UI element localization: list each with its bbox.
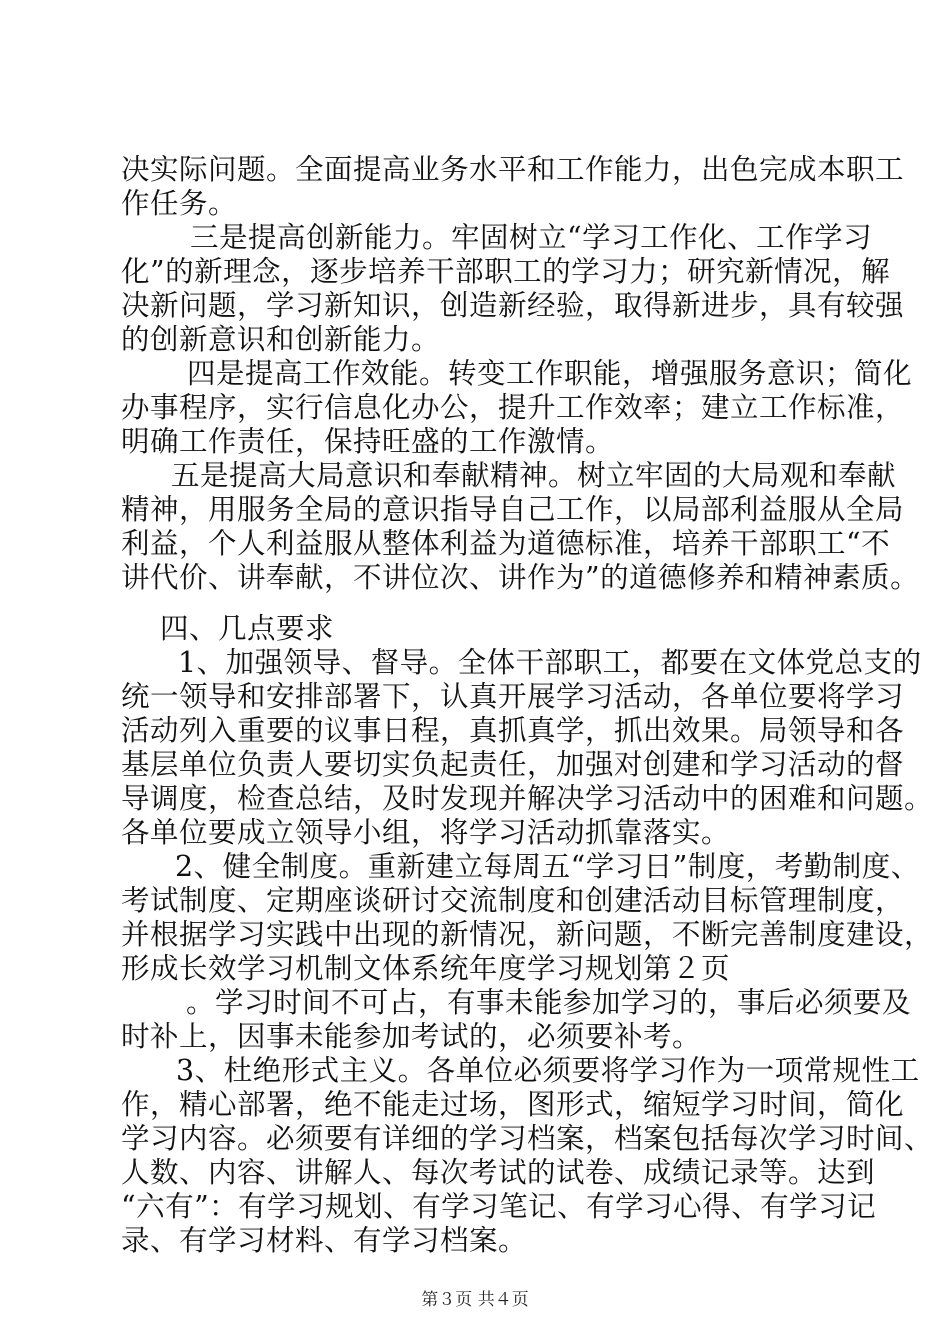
- text-line: 精神，用服务全局的意识指导自己工作，以局部利益服从全局: [121, 493, 905, 526]
- text-line: 3、杜绝形式主义。各单位必须要将学习作为一项常规性工: [176, 1054, 920, 1087]
- text-line: 四是提高工作效能。转变工作职能，增强服务意识；简化: [187, 357, 913, 390]
- text-line: 的创新意识和创新能力。: [121, 323, 441, 356]
- text-line: “六有”：有学习规划、有学习笔记、有学习心得、有学习记: [121, 1190, 877, 1223]
- text-line: 四、几点要求: [160, 612, 335, 645]
- text-line: 讲代价、讲奉献，不讲位次、讲作为”的道德修养和精神素质。: [121, 561, 920, 594]
- text-line: 利益，个人利益服从整体利益为道德标准，培养干部职工“不: [121, 527, 891, 560]
- text-line: 学习内容。必须要有详细的学习档案，档案包括每次学习时间、: [121, 1122, 934, 1155]
- text-line: 统一领导和安排部署下，认真开展学习活动，各单位要将学习: [121, 680, 905, 713]
- page-footer: 第３页 共４页: [421, 1290, 529, 1310]
- text-line: 五是提高大局意识和奉献精神。树立牢固的大局观和奉献: [171, 459, 897, 492]
- text-line: 导调度，检查总结，及时发现并解决学习活动中的困难和问题。: [121, 782, 934, 815]
- text-line: 决新问题，学习新知识，创造新经验，取得新进步，具有较强: [121, 289, 905, 322]
- text-line: 作，精心部署，绝不能走过场，图形式，缩短学习时间，简化: [121, 1088, 905, 1121]
- text-line: 化”的新理念，逐步培养干部职工的学习力；研究新情况，解: [121, 255, 891, 288]
- text-line: 决实际问题。全面提高业务水平和工作能力，出色完成本职工: [121, 153, 905, 186]
- text-line: 基层单位负责人要切实负起责任，加强对创建和学习活动的督: [121, 748, 905, 781]
- text-line: 。学习时间不可占，有事未能参加学习的，事后必须要及: [186, 986, 912, 1019]
- text-line: 时补上，因事未能参加考试的，必须要补考。: [121, 1020, 702, 1053]
- text-line: 作任务。: [121, 187, 238, 220]
- text-line: 活动列入重要的议事日程，真抓真学，抓出效果。局领导和各: [121, 714, 905, 747]
- text-line: 2、健全制度。重新建立每周五“学习日”制度，考勤制度、: [175, 850, 920, 883]
- text-line: 各单位要成立领导小组，将学习活动抓靠落实。: [121, 816, 731, 849]
- text-line: 办事程序，实行信息化办公，提升工作效率；建立工作标准，: [121, 391, 905, 424]
- text-line: 形成长效学习机制文体系统年度学习规划第２页: [121, 952, 731, 985]
- text-line: 考试制度、定期座谈研讨交流制度和创建活动目标管理制度，: [121, 884, 905, 917]
- text-line: 人数、内容、讲解人、每次考试的试卷、成绩记录等。达到: [121, 1156, 876, 1189]
- text-line: 并根据学习实践中出现的新情况，新问题，不断完善制度建设，: [121, 918, 934, 951]
- text-line: 1、加强领导、督导。全体干部职工，都要在文体党总支的: [178, 646, 922, 679]
- text-line: 三是提高创新能力。牢固树立“学习工作化、工作学习: [190, 221, 873, 254]
- text-line: 明确工作责任，保持旺盛的工作激情。: [121, 425, 615, 458]
- text-line: 录、有学习材料、有学习档案。: [121, 1224, 528, 1257]
